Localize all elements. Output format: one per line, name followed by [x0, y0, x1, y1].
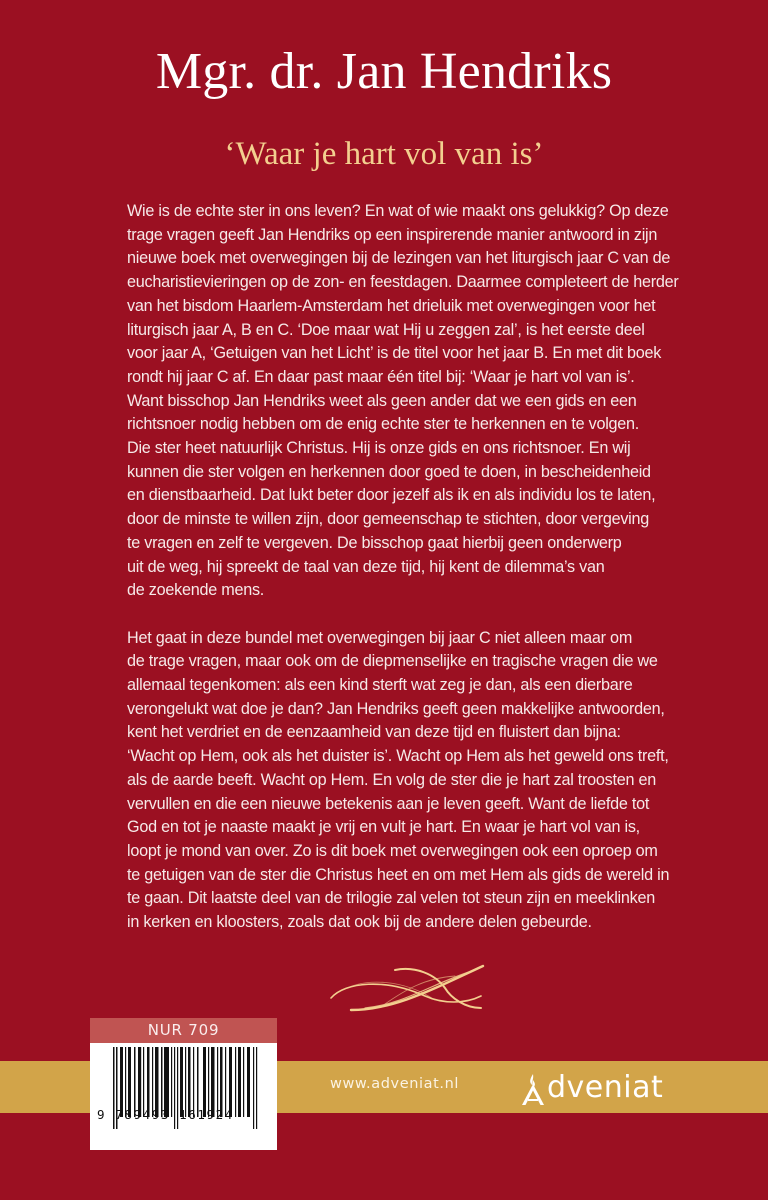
blurb-line: voor jaar A, ‘Getuigen van het Licht’ is de titel voor het jaar B. En met dit boek — [127, 344, 662, 363]
blurb-line: eucharistievieringen op de zon- en feestdagen. Daarmee completeert de herder — [127, 273, 679, 292]
blurb-line: de zoekende mens. — [127, 581, 265, 600]
blurb-line: trage vragen geeft Jan Hendriks op een inspirerende manier antwoord in zijn — [127, 225, 658, 244]
publisher-logo-text: dveniat — [547, 1070, 664, 1105]
blurb-line: te getuigen van de ster die Christus heet en om met Hem als gids de wereld in — [127, 865, 670, 884]
blurb-line: als de aarde beeft. Wacht op Hem. En volg de ster die je hart zal troosten en — [127, 770, 657, 789]
flame-a-icon — [520, 1072, 546, 1106]
blurb-line: Die ster heet natuurlijk Christus. Hij is onze gids en ons richtsnoer. En wij — [127, 439, 631, 458]
blurb — [127, 200, 687, 935]
blurb-paragraph-2 — [127, 627, 687, 935]
blurb-line: te gaan. Dit laatste deel van de trilogie zal velen tot steun zijn en meeklinken — [127, 889, 656, 908]
blurb-line: kunnen die ster volgen en herkennen door goed te doen, in bescheidenheid — [127, 462, 651, 481]
paragraph-gap — [127, 603, 687, 627]
blurb-line: kent het verdriet en de eenzaamheid van deze tijd en fluistert dan bijna: — [127, 723, 621, 742]
book-title: ‘Waar je hart vol van is’ — [224, 136, 544, 172]
blurb-line: in kerken en kloosters, zoals dat ook bij de andere delen gebeurde. — [127, 913, 592, 932]
blurb-line: ‘Wacht op Hem, ook als het duister is’. Wacht op Hem als het geweld ons treft, — [127, 747, 669, 766]
blurb-line: richtsnoer nodig hebben om de enig echte ster te herkennen en te volgen. — [127, 415, 640, 434]
blurb-line: en dienstbaarheid. Dat lukt beter door jezelf als ik en als individu los te laten, — [127, 486, 656, 505]
blurb-line: Want bisschop Jan Hendriks weet als geen ander dat we een gids en een — [127, 391, 637, 410]
publisher-url[interactable]: www.adveniat.nl — [330, 1076, 460, 1092]
blurb-line: liturgisch jaar A, B en C. ‘Doe maar wat Hij u zeggen zal’, is het eerste deel — [127, 320, 645, 339]
gold-flourish-icon — [325, 958, 485, 1016]
blurb-line: verongelukt wat doe je dan? Jan Hendriks geeft geen makkelijke antwoorden, — [127, 699, 665, 718]
blurb-line: te vragen en zelf te vergeven. De bisschop gaat hierbij geen onderwerp — [127, 533, 622, 552]
blurb-line: nieuwe boek met overwegingen bij de lezingen van het liturgisch jaar C van de — [127, 249, 671, 268]
blurb-line: de trage vragen, maar ook om de diepmenselijke en tragische vragen die we — [127, 652, 658, 671]
blurb-line: loopt je mond van over. Zo is dit boek met overwegingen ook een oproep om — [127, 841, 658, 860]
publisher-logo — [520, 1066, 663, 1106]
blurb-line: door de minste te willen zijn, door gemeenschap te stichten, door vergeving — [127, 510, 650, 529]
blurb-line: Wie is de echte ster in ons leven? En wat of wie maakt ons gelukkig? Op deze — [127, 202, 669, 220]
blurb-line: rondt hij jaar C af. En daar past maar één titel bij: ‘Waar je hart vol van is’. — [127, 367, 635, 386]
blurb-line: vervullen en die een nieuwe betekenis aan je leven geeft. Want de liefde tot — [127, 794, 650, 813]
blurb-line: Het gaat in deze bundel met overwegingen bij jaar C niet alleen maar om — [127, 628, 633, 647]
blurb-line: allemaal tegenkomen: als een kind sterft wat zeg je dan, als een dierbare — [127, 676, 633, 695]
isbn-digits: 9 789493 161924 — [97, 1107, 234, 1122]
blurb-paragraph-1 — [127, 200, 687, 603]
blurb-line: van het bisdom Haarlem-Amsterdam het drieluik met overwegingen voor het — [127, 296, 656, 315]
nur-code: NUR 709 — [90, 1018, 277, 1043]
author-name: Mgr. dr. Jan Hendriks — [155, 43, 613, 100]
blurb-line: God en tot je naaste maakt je vrij en vult je hart. En waar je hart vol van is, — [127, 818, 640, 837]
barcode-block — [90, 1018, 277, 1150]
blurb-line: uit de weg, hij spreekt de taal van deze tijd, hij kent de dilemma’s van — [127, 557, 605, 576]
